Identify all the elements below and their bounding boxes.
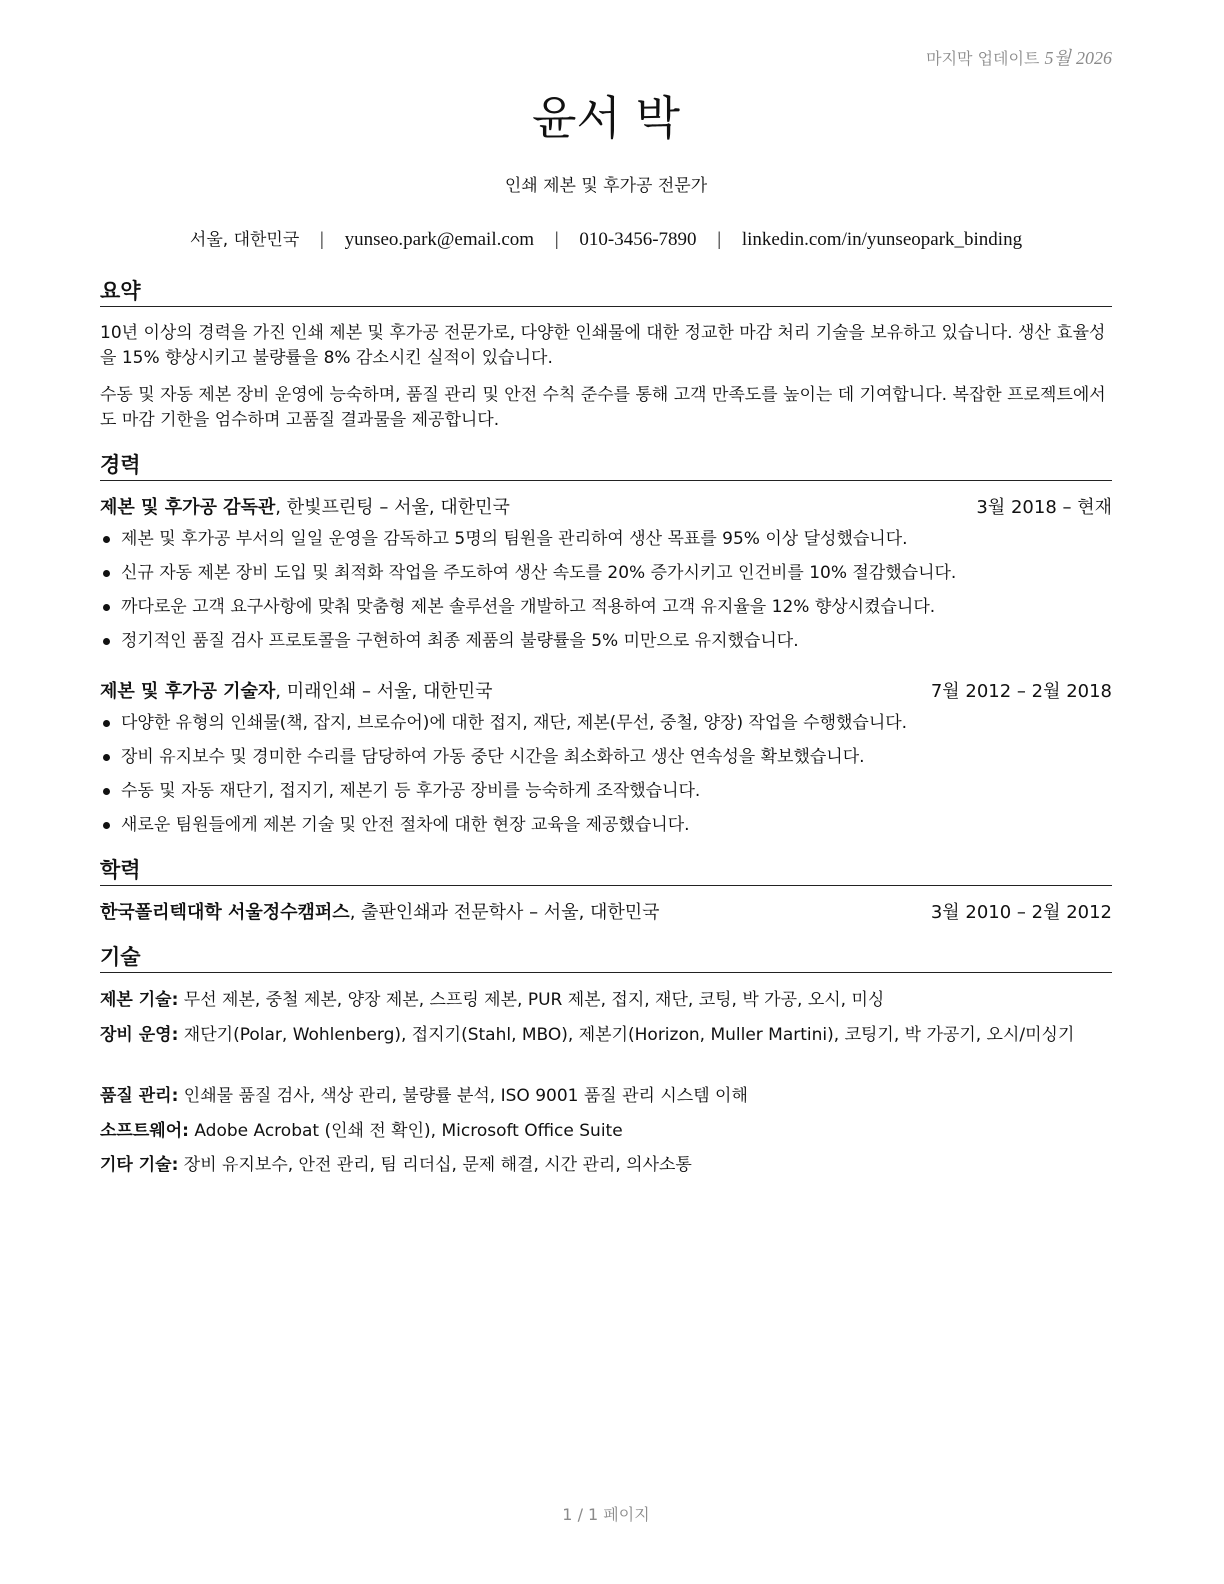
skill-value: Adobe Acrobat (인쇄 전 확인), Microsoft Office Suite <box>188 1121 623 1141</box>
skill-item <box>100 1023 1114 1048</box>
education-school: 한국폴리텍대학 서울정수캠퍼스 <box>100 902 350 923</box>
job-title: 제본 및 후가공 감독관 <box>100 497 276 518</box>
summary-paragraph: 10년 이상의 경력을 가진 인쇄 제본 및 후가공 전문가로, 다양한 인쇄물에 대한 정교한 마감 처리 기술을 보유하고 있습니다. 생산 효율성을 15% 향상시키고 불량률을 8% 감소시킨 실적이 있습니다. <box>100 323 1106 368</box>
job-dates: 3월 2018 – 현재 <box>976 497 1112 518</box>
resume-page <box>100 0 1112 1584</box>
job-bullet: 정기적인 품질 검사 프로토콜을 구현하여 최종 제품의 불량률을 5% 미만으로 유지했습니다. <box>100 629 1112 663</box>
job-bullet: 까다로운 고객 요구사항에 맞춰 맞춤형 제본 솔루션을 개발하고 적용하여 고객 유지율을 12% 향상시켰습니다. <box>100 595 1112 629</box>
contact-email[interactable]: yunseo.park@email.com <box>344 229 535 250</box>
job-header <box>100 496 1112 520</box>
section-heading-summary: 요약 <box>100 278 1112 307</box>
job-header <box>100 680 1112 704</box>
skill-item <box>100 1119 1114 1144</box>
skill-item <box>100 1153 1114 1178</box>
contact-phone[interactable]: 010-3456-7890 <box>579 229 697 250</box>
contact-separator: | <box>554 229 559 250</box>
contact-location: 서울, 대한민국 <box>189 230 300 250</box>
contact-separator: | <box>717 229 722 250</box>
job-bullet: 다양한 유형의 인쇄물(책, 잡지, 브로슈어)에 대한 접지, 재단, 제본(무선, 중철, 양장) 작업을 수행했습니다. <box>100 711 1112 745</box>
job-title: 제본 및 후가공 기술자 <box>100 681 276 702</box>
last-updated-label: 마지막 업데이트 <box>926 49 1040 68</box>
job-dates: 7월 2012 – 2월 2018 <box>930 681 1112 702</box>
skill-item <box>100 1084 1114 1109</box>
last-updated-year: 2026 <box>1076 48 1112 68</box>
last-updated <box>926 44 1112 70</box>
section-heading-education: 학력 <box>100 857 1112 886</box>
job-bullet: 장비 유지보수 및 경미한 수리를 담당하여 가동 중단 시간을 최소화하고 생산 연속성을 확보했습니다. <box>100 745 1112 779</box>
section-heading-experience: 경력 <box>100 452 1112 481</box>
skill-label: 장비 운영: <box>100 1025 179 1045</box>
job-company: , 한빛프린팅 – 서울, 대한민국 <box>275 497 510 518</box>
section-heading-skills: 기술 <box>100 944 1112 973</box>
candidate-title: 인쇄 제본 및 후가공 전문가 <box>504 176 708 196</box>
job-bullets <box>100 527 1112 663</box>
skill-label: 소프트웨어: <box>100 1121 189 1141</box>
job-bullet: 제본 및 후가공 부서의 일일 운영을 감독하고 5명의 팀원을 관리하여 생산 목표를 95% 이상 달성했습니다. <box>100 527 1112 561</box>
summary-paragraph: 수동 및 자동 제본 장비 운영에 능숙하며, 품질 관리 및 안전 수칙 준수를 통해 고객 만족도를 높이는 데 기여합니다. 복잡한 프로젝트에서도 마감 기한을 엄수하며 고품질 결과물을 제공합니다. <box>100 385 1106 430</box>
education-detail: , 출판인쇄과 전문학사 – 서울, 대한민국 <box>349 902 660 923</box>
skill-label: 품질 관리: <box>100 1086 179 1106</box>
skill-value: 무선 제본, 중철 제본, 양장 제본, 스프링 제본, PUR 제본, 접지, 재단, 코팅, 박 가공, 오시, 미싱 <box>178 990 885 1010</box>
job-bullet: 수동 및 자동 재단기, 접지기, 제본기 등 후가공 장비를 능숙하게 조작했습니다. <box>100 779 1112 813</box>
job-bullet: 신규 자동 제본 장비 도입 및 최적화 작업을 주도하여 생산 속도를 20% 증가시키고 인건비를 10% 절감했습니다. <box>100 561 1112 595</box>
skill-label: 기타 기술: <box>100 1155 179 1175</box>
contact-separator: | <box>320 229 324 250</box>
job-bullets <box>100 711 1112 847</box>
skill-item <box>100 988 1114 1013</box>
contact-line <box>100 225 1112 251</box>
last-updated-month: 5월 <box>1044 48 1071 68</box>
job-bullet: 새로운 팀원들에게 제본 기술 및 안전 절차에 대한 현장 교육을 제공했습니다. <box>100 813 1112 847</box>
skill-label: 제본 기술: <box>100 990 179 1010</box>
education-entry <box>100 901 1112 925</box>
page-indicator: 1 / 1 페이지 <box>562 1505 650 1524</box>
education-dates: 3월 2010 – 2월 2012 <box>930 902 1112 923</box>
job-company: , 미래인쇄 – 서울, 대한민국 <box>275 681 493 702</box>
candidate-name: 윤서 박 <box>532 91 680 145</box>
skill-value: 인쇄물 품질 검사, 색상 관리, 불량률 분석, ISO 9001 품질 관리 시스템 이해 <box>178 1086 748 1106</box>
skill-value: 재단기(Polar, Wohlenberg), 접지기(Stahl, MBO), 제본기(Horizon, Muller Martini), 코팅기, 박 가공기, 오시/미싱기 <box>178 1025 1075 1045</box>
skill-value: 장비 유지보수, 안전 관리, 팀 리더십, 문제 해결, 시간 관리, 의사소통 <box>178 1155 692 1175</box>
contact-linkedin[interactable]: linkedin.com/in/yunseopark_binding <box>741 229 1023 250</box>
